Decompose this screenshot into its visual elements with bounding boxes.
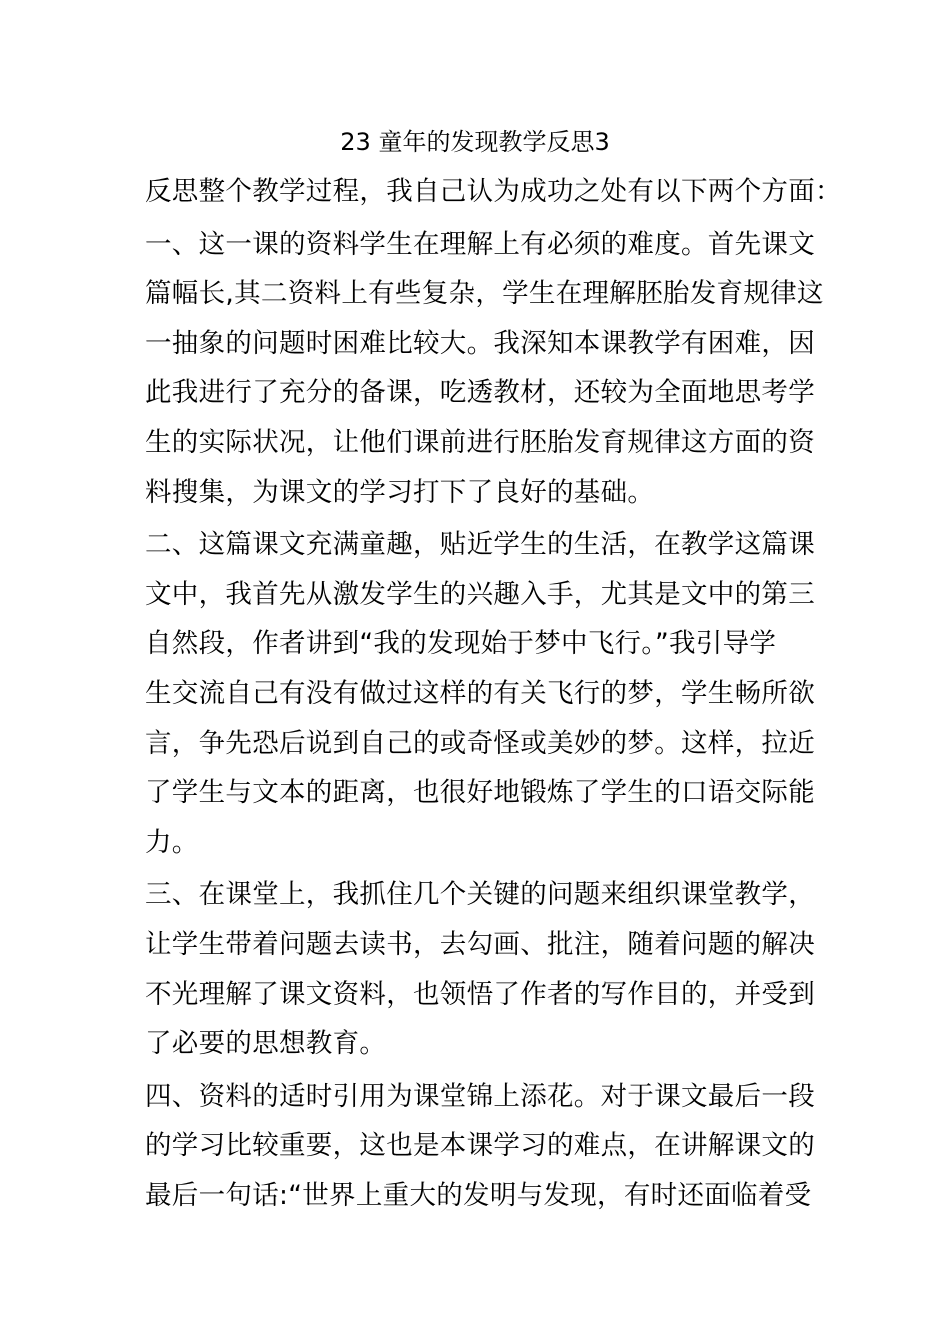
text-line: 四、资料的适时引用为课堂锦上添花。对于课文最后一段: [145, 1080, 815, 1112]
text-line: 文中，我首先从激发学生的兴趣入手，尤其是文中的第三: [145, 578, 815, 610]
text-line: 力。: [145, 826, 199, 858]
paragraph: [145, 520, 825, 867]
text-line: 一、这一课的资料学生在理解上有必须的难度。首先课文: [145, 228, 815, 260]
text-line: 一抽象的问题时困难比较大。我深知本课教学有困难，因: [145, 327, 815, 359]
text-line: 自然段，作者讲到“我的发现始于梦中飞行。”我引导学: [145, 628, 777, 660]
text-line: 此我进行了充分的备课，吃透教材，还较为全面地思考学: [145, 377, 815, 409]
text-line: 的学习比较重要，这也是本课学习的难点，在讲解课文的: [145, 1130, 815, 1162]
text-line: 言，争先恐后说到自己的或奇怪或美妙的梦。这样，拉近: [145, 727, 815, 759]
text-line: 让学生带着问题去读书，去勾画、批注，随着问题的解决: [145, 928, 815, 960]
document-body: [145, 167, 842, 1220]
text-line: 生的实际状况，让他们课前进行胚胎发育规律这方面的资: [145, 426, 815, 458]
text-line: 不光理解了课文资料，也领悟了作者的写作目的，并受到: [145, 978, 815, 1010]
text-line: 三、在课堂上，我抓住几个关键的问题来组织课堂教学，: [145, 879, 815, 911]
text-line: 了学生与文本的距离，也很好地锻炼了学生的口语交际能: [145, 777, 815, 809]
paragraph: [145, 220, 825, 518]
paragraph: [145, 1072, 825, 1221]
paragraph: [145, 870, 825, 1068]
paragraph: [145, 167, 842, 217]
text-line: 最后一句话:“世界上重大的发明与发现，有时还面临着受: [145, 1179, 812, 1211]
text-line: 了必要的思想教育。: [145, 1028, 387, 1060]
text-line: 反思整个教学过程，我自己认为成功之处有以下两个方面：: [145, 176, 842, 207]
text-line: 篇幅长,其二资料上有些复杂，学生在理解胚胎发育规律这: [145, 278, 824, 310]
text-line: 生交流自己有没有做过这样的有关飞行的梦，学生畅所欲: [145, 677, 815, 709]
text-line: 料搜集，为课文的学习打下了良好的基础。: [145, 476, 655, 508]
text-line: 二、这篇课文充满童趣，贴近学生的生活，在教学这篇课: [145, 529, 815, 561]
document-title: 23 童年的发现教学反思3: [340, 128, 610, 156]
